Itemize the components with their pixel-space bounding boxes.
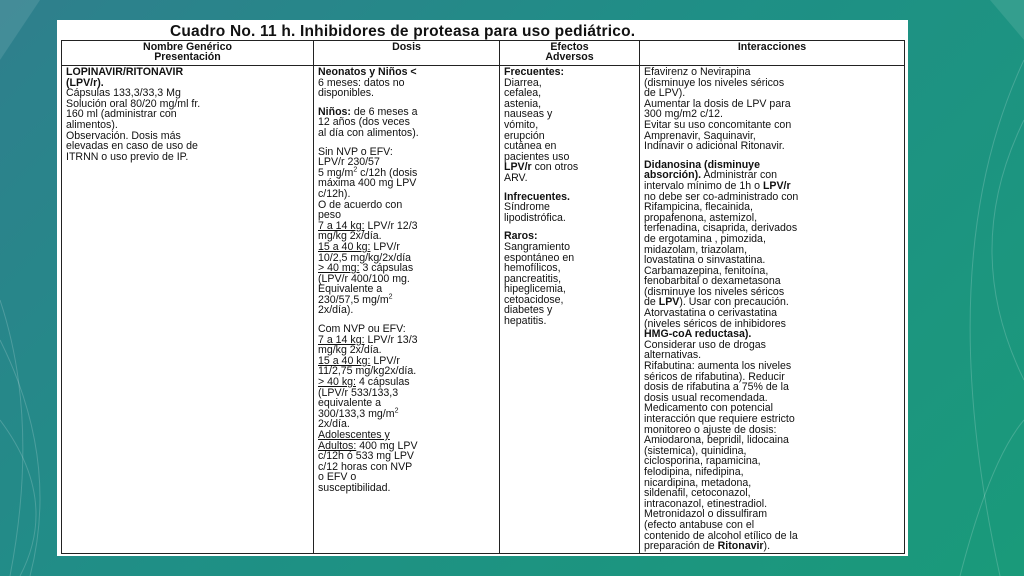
text-segment: > 40 kg: <box>318 376 356 389</box>
document-image <box>57 20 908 556</box>
text-line: 2x/día). <box>318 304 354 317</box>
text-segment: c/12h (dosis <box>357 166 418 179</box>
text-line: (LPV/r 533/133,3 <box>318 386 399 399</box>
text-line: (LPV/r). <box>66 76 104 89</box>
text-line: O de acuerdo con <box>318 198 403 211</box>
text-segment: 7 a 14 kg: <box>318 333 365 346</box>
text-line: Medicamento con potencial <box>644 402 773 415</box>
text-line: pancreatitis, <box>504 272 562 285</box>
text-line: 2x/día. <box>318 418 350 431</box>
text-line: midazolam, triazolam, <box>644 243 748 256</box>
text-segment: Adultos: <box>318 439 357 452</box>
text-line: Atorvastatina o cerivastatina <box>644 307 778 320</box>
text-segment: 230/57,5 mg/m <box>318 293 389 306</box>
text-segment: LPV/r <box>370 240 400 253</box>
text-segment: con otros <box>531 161 579 174</box>
text-segment: 15 a 40 kg: <box>318 240 371 253</box>
text-line: terfenadina, cisaprida, derivados <box>644 222 798 235</box>
text-line: Amiodarona, bepridil, lidocaina <box>644 434 789 447</box>
superscript: 2 <box>388 293 393 301</box>
text-line <box>644 181 900 192</box>
text-line: (disminuye los niveles séricos <box>644 285 785 298</box>
text-line: erupción <box>504 129 545 142</box>
cell-dosis <box>314 66 500 554</box>
text-line: no debe ser co-administrado con <box>644 190 799 203</box>
text-segment: 4 cápsulas <box>356 376 410 389</box>
text-line: 160 ml (administrar con <box>66 108 177 121</box>
text-line: Carbamazepina, fenitoína, <box>644 264 769 277</box>
header-nombre: Nombre Genérico Presentación <box>62 41 314 66</box>
text-line: LOPINAVIR/RITONAVIR <box>66 66 184 78</box>
text-line: fenobarbital o dexametasona <box>644 275 781 288</box>
superscript: 2 <box>394 407 399 415</box>
text-line: Didanosina (disminuye <box>644 158 760 171</box>
text-segment: LPV/r <box>762 179 791 192</box>
text-line: o EFV o <box>318 471 357 484</box>
text-line: mg/kg 2x/día. <box>318 230 382 243</box>
text-line: Equivalente a <box>318 283 383 296</box>
text-line: Considerar uso de drogas <box>644 338 766 351</box>
header-dosis: Dosis <box>314 41 500 66</box>
text-line: hemofílicos, <box>504 262 561 275</box>
text-line: de ergotamina , pimozida, <box>644 232 766 245</box>
text-line: disponibles. <box>318 87 374 100</box>
text-line: lipodistrófica. <box>504 211 566 224</box>
text-line: dosis de rifabutina a 75% de la <box>644 381 789 394</box>
text-line: 300 mg/m2 c/12. <box>644 108 723 121</box>
text-line: Infrecuentes. <box>504 190 570 203</box>
text-line: Diarrea, <box>504 76 542 89</box>
text-line: cetoacidose, <box>504 293 564 306</box>
text-line: 10/2,5 mg/kg/2x/día <box>318 251 412 264</box>
text-segment: LPV/r 13/3 <box>364 333 418 346</box>
text-line: 11/2,75 mg/kg2x/día. <box>318 365 417 378</box>
text-line: equivalente a <box>318 397 382 410</box>
text-line: Efavirenz o Nevirapina <box>644 66 751 78</box>
text-segment: > 40 mg: <box>318 262 360 275</box>
text-line: (niveles séricos de inhibidores <box>644 317 786 330</box>
text-line: ciclosporina, rapamicina, <box>644 455 761 468</box>
text-segment: de <box>644 296 659 309</box>
text-line: Sin NVP o EFV: <box>318 145 393 158</box>
text-segment: 15 a 40 kg: <box>318 354 371 367</box>
text-line <box>318 242 495 253</box>
text-line: ITRNN o uso previo de IP. <box>66 150 189 163</box>
header-efectos: Efectos Adversos <box>500 41 640 66</box>
cell-efectos <box>500 66 640 554</box>
text-segment: 3 cápsulas <box>359 262 414 275</box>
text-line: intraconazol, etinestradiol. <box>644 497 768 510</box>
superscript: 2 <box>353 166 358 174</box>
text-line: astenia, <box>504 97 542 110</box>
text-line: Rifabutina: aumenta los niveles <box>644 360 792 373</box>
text-line: diabetes y <box>504 304 553 317</box>
table-header-row <box>62 41 905 66</box>
text-line: LPV/r 230/57 <box>318 156 380 169</box>
text-line: Amprenavir, Saquinavir, <box>644 129 756 142</box>
text-line: c/12 horas con NVP <box>318 460 413 473</box>
text-segment: LPV/r 12/3 <box>364 219 418 232</box>
table-row <box>62 66 905 554</box>
text-line: mg/kg 2x/día. <box>318 344 382 357</box>
text-line: Síndrome <box>504 201 550 214</box>
text-segment: Niños: <box>318 105 351 118</box>
text-line: nicardipina, metadona, <box>644 476 752 489</box>
text-line: propafenona, astemizol, <box>644 211 758 224</box>
text-line: felodipina, nifedipina, <box>644 465 744 478</box>
text-line: (efecto antabuse con el <box>644 518 755 531</box>
text-line: peso <box>318 209 341 222</box>
header-interacciones: Interacciones <box>640 41 905 66</box>
text-line <box>644 541 900 552</box>
text-segment: 400 mg LPV <box>356 439 418 452</box>
text-segment: absorción). <box>644 169 702 182</box>
text-line: Metronidazol o dissulfiram <box>644 508 768 521</box>
text-line: dosis usual recomendada. <box>644 391 768 404</box>
text-line: hipeglicemia, <box>504 283 566 296</box>
text-segment: preparación de <box>644 540 718 553</box>
text-line: c/12h). <box>318 187 351 200</box>
text-line: monitoreo o ajuste de dosis: <box>644 423 777 436</box>
text-line: Rifampicina, flecainida, <box>644 201 753 214</box>
text-line: elevadas en caso de uso de <box>66 140 198 153</box>
text-segment: de 6 meses a <box>350 105 418 118</box>
text-line: cutánea en <box>504 140 557 153</box>
text-line: Neonatos y Niños < <box>318 66 417 78</box>
text-line: contenido de alcohol etílico de la <box>644 529 798 542</box>
text-line: Adolescentes y <box>318 429 390 441</box>
text-line: Indinavir o adicional Ritonavir. <box>644 140 785 153</box>
text-segment: 300/133,3 mg/m <box>318 407 395 420</box>
text-line: pacientes uso <box>504 150 570 163</box>
text-segment: 7 a 14 kg: <box>318 219 365 232</box>
text-line: de LPV). <box>644 87 686 100</box>
text-line: séricos de rifabutina). Reducir <box>644 370 785 383</box>
text-segment: Ritonavir <box>717 540 764 553</box>
text-line: Raros: <box>504 230 538 243</box>
text-line: lovastatina o sinvastatina. <box>644 254 766 267</box>
drug-table <box>61 40 905 554</box>
text-line: Solución oral 80/20 mg/ml fr. <box>66 97 201 110</box>
text-line: vómito, <box>504 118 539 131</box>
text-line: (LPV/r 400/100 mg. <box>318 272 410 285</box>
text-segment: LPV <box>658 296 680 309</box>
text-line: Evitar su uso concomitante con <box>644 118 792 131</box>
text-segment: 5 mg/m <box>318 166 354 179</box>
text-line: interacción que requiere estricto <box>644 413 795 425</box>
text-line: al día con alimentos). <box>318 126 419 139</box>
text-line: susceptibilidad. <box>318 481 391 494</box>
text-line: nauseas y <box>504 108 553 121</box>
text-segment: LPV/r <box>370 354 400 367</box>
text-line: Cápsulas 133,3/33,3 Mg <box>66 87 181 100</box>
text-line: Frecuentes: <box>504 66 565 78</box>
text-segment: LPV/r <box>504 161 532 174</box>
text-line: máxima 400 mg LPV <box>318 177 417 190</box>
text-line: cefalea, <box>504 87 542 100</box>
text-line: c/12h ó 533 mg LPV <box>318 450 414 463</box>
text-line: 12 años (dos veces <box>318 116 410 129</box>
text-line: alternativas. <box>644 349 702 362</box>
text-line: Observación. Dosis más <box>66 129 181 142</box>
text-line: Sangramiento <box>504 240 570 253</box>
text-segment: ). Usar con precaución. <box>679 296 789 309</box>
text-segment: intervalo mínimo de 1h o <box>644 179 763 192</box>
text-line: hepatitis. <box>504 315 547 328</box>
text-line: Com NVP ou EFV: <box>318 323 406 336</box>
text-line: 6 meses: datos no <box>318 76 405 89</box>
text-segment: ). <box>763 540 771 553</box>
text-line: Aumentar la dosis de LPV para <box>644 97 791 110</box>
text-line: ARV. <box>504 171 528 184</box>
text-line: (sistemica), quinidina, <box>644 444 747 457</box>
table-title: Cuadro No. 11 h. Inhibidores de proteasa para uso pediátrico. <box>170 23 636 40</box>
cell-nombre <box>62 66 314 554</box>
text-line: alimentos). <box>66 118 118 131</box>
text-segment: Administrar con <box>701 169 778 182</box>
cell-interacciones <box>640 66 905 554</box>
text-line: HMG-coA reductasa). <box>644 328 752 341</box>
text-line: sildenafil, cetoconazol, <box>644 487 751 500</box>
text-line: espontáneo en <box>504 251 575 264</box>
text-line: (disminuye los niveles séricos <box>644 76 785 89</box>
